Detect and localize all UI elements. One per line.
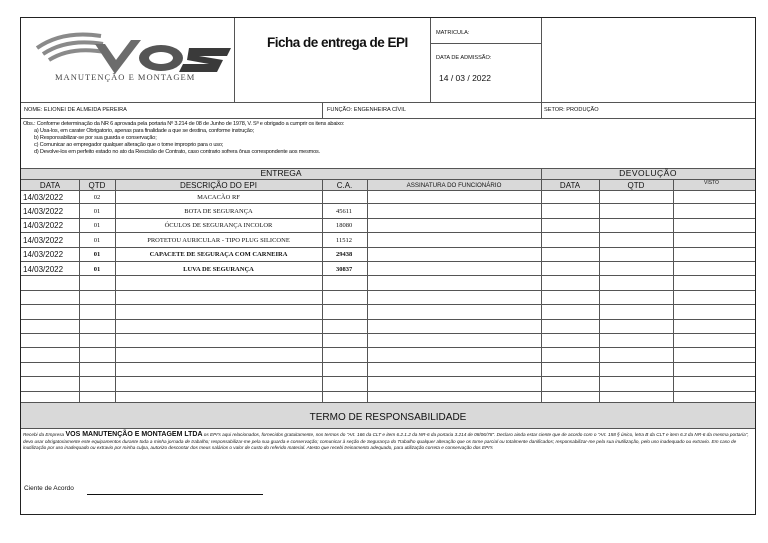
row-desc [115,334,322,348]
employee-function: FUNÇÃO: ENGENHEIRA CÍVIL [327,107,406,113]
table-row [21,262,755,276]
table-row [21,363,755,377]
row-ca [322,190,367,204]
employee-name: NOME: ELIONEI DE ALMEIDA PEREIRA [24,107,127,113]
row-desc: MACACÃO RF [197,193,240,201]
row-desc [115,276,322,290]
table-row [21,291,755,305]
row-qty: 01 [93,208,101,216]
col-return-qty: QTD [627,180,645,190]
row-qty: 01 [93,222,101,230]
row-date: 14/03/2022 [23,221,64,231]
row-qty [79,334,115,348]
row-date [21,377,79,391]
employee-sector: SETOR: PRODUÇÃO [544,107,599,113]
agree-label: Ciente de Acordo [24,485,74,492]
row-desc [115,363,322,377]
row-ca [322,276,367,290]
row-date [21,276,79,290]
row-qty [79,348,115,362]
table-row [21,305,755,319]
table-row [21,219,755,233]
table-row [21,248,755,262]
row-desc: LUVA DE SEGURANÇA [183,265,254,273]
row-desc: BOTA DE SEGURANÇA [184,208,253,216]
col-ca: C.A. [336,180,353,190]
row-date [21,305,79,319]
row-qty: 01 [93,236,101,244]
obs-intro: Obs.: Conforme determinação da NR 6 aprovada pela portaria Nº 3.214 de 08 de Junho de 1978, V. Sª e obrigado a cumprir os itens abaixo: [23,121,345,127]
row-qty [79,276,115,290]
matricula-label: MATRICULA: [436,30,470,36]
obs-item-b: b) Responsabilizar-se por sua guarda e conservação; [34,135,157,141]
term-pre: Recebi da Empresa [23,432,66,437]
term-text [23,432,753,452]
table-row [21,348,755,362]
obs-item-d: d) Devolve-los em perfeito estado no ato da Rescisão de Contrato, caso contrario sofrera ônus correspondente aos mesmos. [34,149,320,155]
row-ca [322,363,367,377]
row-qty [79,320,115,334]
row-ca [322,320,367,334]
term-company: VOS MANUTENÇÃO E MONTAGEM LTDA [65,431,203,438]
agree-signature-line[interactable] [87,494,263,495]
row-desc: ÓCULOS DE SEGURANÇA INCOLOR [164,222,273,230]
row-date: 14/03/2022 [23,207,64,217]
row-date [21,320,79,334]
row-qty: 02 [93,193,101,201]
table-row [21,276,755,290]
row-ca [322,291,367,305]
row-desc [115,305,322,319]
admission-date: 14 / 03 / 2022 [439,73,491,83]
col-visto: VISTO [704,180,719,186]
table-row [21,204,755,218]
row-ca [322,305,367,319]
row-ca: 29438 [336,251,353,259]
row-desc [115,377,322,391]
obs-item-a: a) Usa-los, em carater Obrigatorio, apenas para finalidade a que se destina, conforme instrução; [34,128,254,134]
section-return: DEVOLUÇÃO [619,168,677,178]
row-date: 14/03/2022 [23,192,64,202]
row-qty [79,377,115,391]
company-tagline: MANUTENÇÃO E MONTAGEM [55,72,196,82]
row-date: 14/03/2022 [23,250,64,260]
row-ca [322,334,367,348]
row-ca: 11512 [336,236,353,244]
row-date [21,363,79,377]
row-ca: 45611 [336,208,353,216]
col-return-date: DATA [559,180,581,190]
col-qty: QTD [88,180,106,190]
row-ca: 18080 [336,222,353,230]
table-row [21,377,755,391]
company-logo [23,22,233,92]
row-desc [115,291,322,305]
table-row [21,190,755,204]
col-signature: ASSINATURA DO FUNCIONÁRIO [406,181,502,189]
row-qty: 01 [93,251,101,259]
row-ca [322,348,367,362]
form-title: Ficha de entrega de EPI [267,35,408,50]
admission-label: DATA DE ADMISSÃO: [436,55,492,61]
row-qty [79,291,115,305]
term-body: os EPI's aqui relacionados, fornecidos gratuitamente, nos termos do "Art. 166 da CLT e item 6.2.1.2 da NR-6 da portaria 3.214 de 08/06/78". Declaro ainda estar ciente que de acordo com o "Art. 158 § único, letra B da CLT e item 6.3 da NR-6 da mesma portaria", devo usar obrigatoriamente este equipamentos durante toda a minha jornada de trabalho; responsabilizar-me pela sua guarda e conservação; comunicar à seção de Segurança do Trabalho qualquer alteração que os torne parcial ou totalmente danificados; responsabilizar-me pela sua inutilização, pelo uso inadequado ou extravio. Em caso de inutilização por uso inadequado ou extravio por minha culpa, autorizo descontar dos meus salários o valor de custo do referido material. Atesto que recebi treinamento adequado, para utilização correta e conservação dos EPI's [23,432,749,451]
col-description: DESCRIÇÃO DO EPI [180,180,257,190]
term-title: TERMO DE RESPONSABILIDADE [309,411,467,423]
table-row [21,320,755,334]
epi-form-sheet [20,17,756,515]
obs-item-c: c) Comunicar ao empregador qualquer alteração que o torne improprio para o uso; [34,142,224,148]
row-desc [115,348,322,362]
row-date [21,291,79,305]
table-row [21,334,755,348]
row-desc: PROTETOU AURICULAR - TIPO PLUG SILICONE [147,236,290,244]
row-qty [79,363,115,377]
section-delivery: ENTREGA [260,168,302,178]
row-date [21,348,79,362]
row-date: 14/03/2022 [23,235,64,245]
row-ca [322,377,367,391]
row-qty: 01 [93,265,101,273]
row-desc: CAPACETE DE SEGURAÇA COM CARNEIRA [149,251,288,259]
table-row [21,233,755,247]
col-date: DATA [39,180,61,190]
row-qty [79,305,115,319]
row-date: 14/03/2022 [23,264,64,274]
row-ca: 30837 [336,265,353,273]
row-date [21,334,79,348]
row-desc [115,320,322,334]
